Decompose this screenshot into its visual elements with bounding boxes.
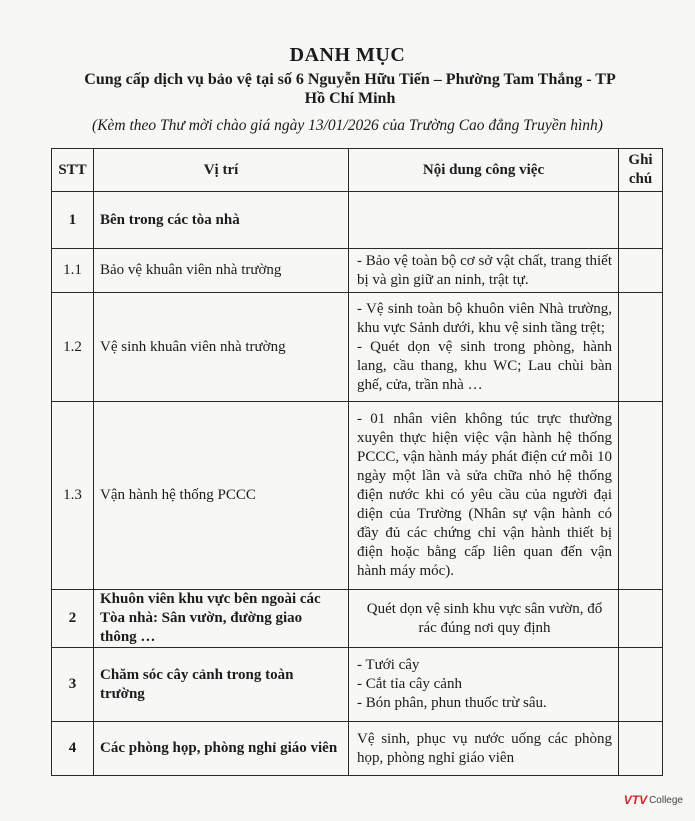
- table-row: [52, 648, 663, 722]
- row-position: Chăm sóc cây cảnh trong toàn trường: [94, 648, 349, 722]
- row-position: Vận hành hệ thống PCCC: [94, 402, 349, 590]
- document-note: (Kèm theo Thư mời chào giá ngày 13/01/2026 của Trường Cao đẳng Truyền hình): [92, 117, 603, 134]
- table-row: [52, 722, 663, 776]
- row-stt: 1: [52, 192, 94, 249]
- row-note: [619, 722, 663, 776]
- service-table: [51, 148, 663, 776]
- row-note: [619, 590, 663, 648]
- header-position: Vị trí: [94, 149, 349, 192]
- content-line: - 01 nhân viên không túc trực thường xuyên thực hiện việc vận hành hệ thống PCCC, vận hành máy phát điện cứ mỗi 10 ngày một lần và sửa chữa nhỏ hệ thống điện nước khi có yêu cầu của người đại diện của Trường (Nhân sự vận hành có đầy đủ các chứng chỉ vận hành thiết bị điện hoặc bằng cấp liên quan đến vận hành máy móc).: [357, 411, 612, 579]
- vtv-college-logo: [624, 793, 683, 807]
- header-note: Ghi chú: [619, 149, 663, 192]
- header-stt: STT: [52, 149, 94, 192]
- row-note: [619, 402, 663, 590]
- row-stt: 1.3: [52, 402, 94, 590]
- table-row: [52, 590, 663, 648]
- row-position: Bên trong các tòa nhà: [94, 192, 349, 249]
- row-stt: 1.1: [52, 249, 94, 293]
- header-content: Nội dung công việc: [349, 149, 619, 192]
- row-stt: 4: [52, 722, 94, 776]
- content-line: Vệ sinh, phục vụ nước uống các phòng họp, phòng nghỉ giáo viên: [357, 730, 612, 766]
- row-stt: 3: [52, 648, 94, 722]
- row-content: [349, 590, 619, 648]
- row-note: [619, 293, 663, 402]
- content-line: - Cắt tỉa cây cảnh: [357, 676, 462, 692]
- table-row: [52, 293, 663, 402]
- row-note: [619, 192, 663, 249]
- content-line: - Bón phân, phun thuốc trừ sâu.: [357, 695, 547, 711]
- subtitle-line-2: Hồ Chí Minh: [304, 90, 396, 107]
- content-line: - Bảo vệ toàn bộ cơ sở vật chất, trang thiết bị và gìn giữ an ninh, trật tự.: [357, 252, 612, 288]
- row-content: [349, 293, 619, 402]
- subtitle-line-1: Cung cấp dịch vụ bảo vệ tại số 6 Nguyễn Hữu Tiến – Phường Tam Thắng - TP: [84, 71, 616, 88]
- row-note: [619, 648, 663, 722]
- row-stt: 2: [52, 590, 94, 648]
- row-content: [349, 402, 619, 590]
- table-header-row: [52, 149, 663, 192]
- row-position: Khuôn viên khu vực bên ngoài các Tòa nhà: Sân vườn, đường giao thông …: [94, 590, 349, 648]
- document-title: DANH MỤC: [289, 44, 406, 66]
- content-line: Quét dọn vệ sinh khu vực sân vườn, đổ rác đúng nơi quy định: [366, 600, 603, 636]
- row-content: [349, 249, 619, 293]
- row-note: [619, 249, 663, 293]
- table-row: [52, 402, 663, 590]
- row-position: Các phòng họp, phòng nghỉ giáo viên: [94, 722, 349, 776]
- row-position: Bảo vệ khuân viên nhà trường: [94, 249, 349, 293]
- table-row: [52, 249, 663, 293]
- content-line: - Tưới cây: [357, 657, 420, 673]
- content-line: - Vệ sinh toàn bộ khuôn viên Nhà trường, khu vực Sảnh dưới, khu vệ sinh tầng trệt;: [357, 300, 612, 336]
- row-content: [349, 192, 619, 249]
- row-stt: 1.2: [52, 293, 94, 402]
- row-position: Vệ sinh khuân viên nhà trường: [94, 293, 349, 402]
- table-row: [52, 192, 663, 249]
- logo-college: College: [649, 794, 683, 806]
- logo-vtv: VTV: [623, 793, 648, 807]
- row-content: [349, 722, 619, 776]
- document-subtitle: [60, 70, 640, 108]
- row-content: [349, 648, 619, 722]
- content-line: - Quét dọn vệ sinh trong phòng, hành lang, cầu thang, khu WC; Lau chùi bàn ghế, cửa, trần nhà …: [357, 338, 612, 393]
